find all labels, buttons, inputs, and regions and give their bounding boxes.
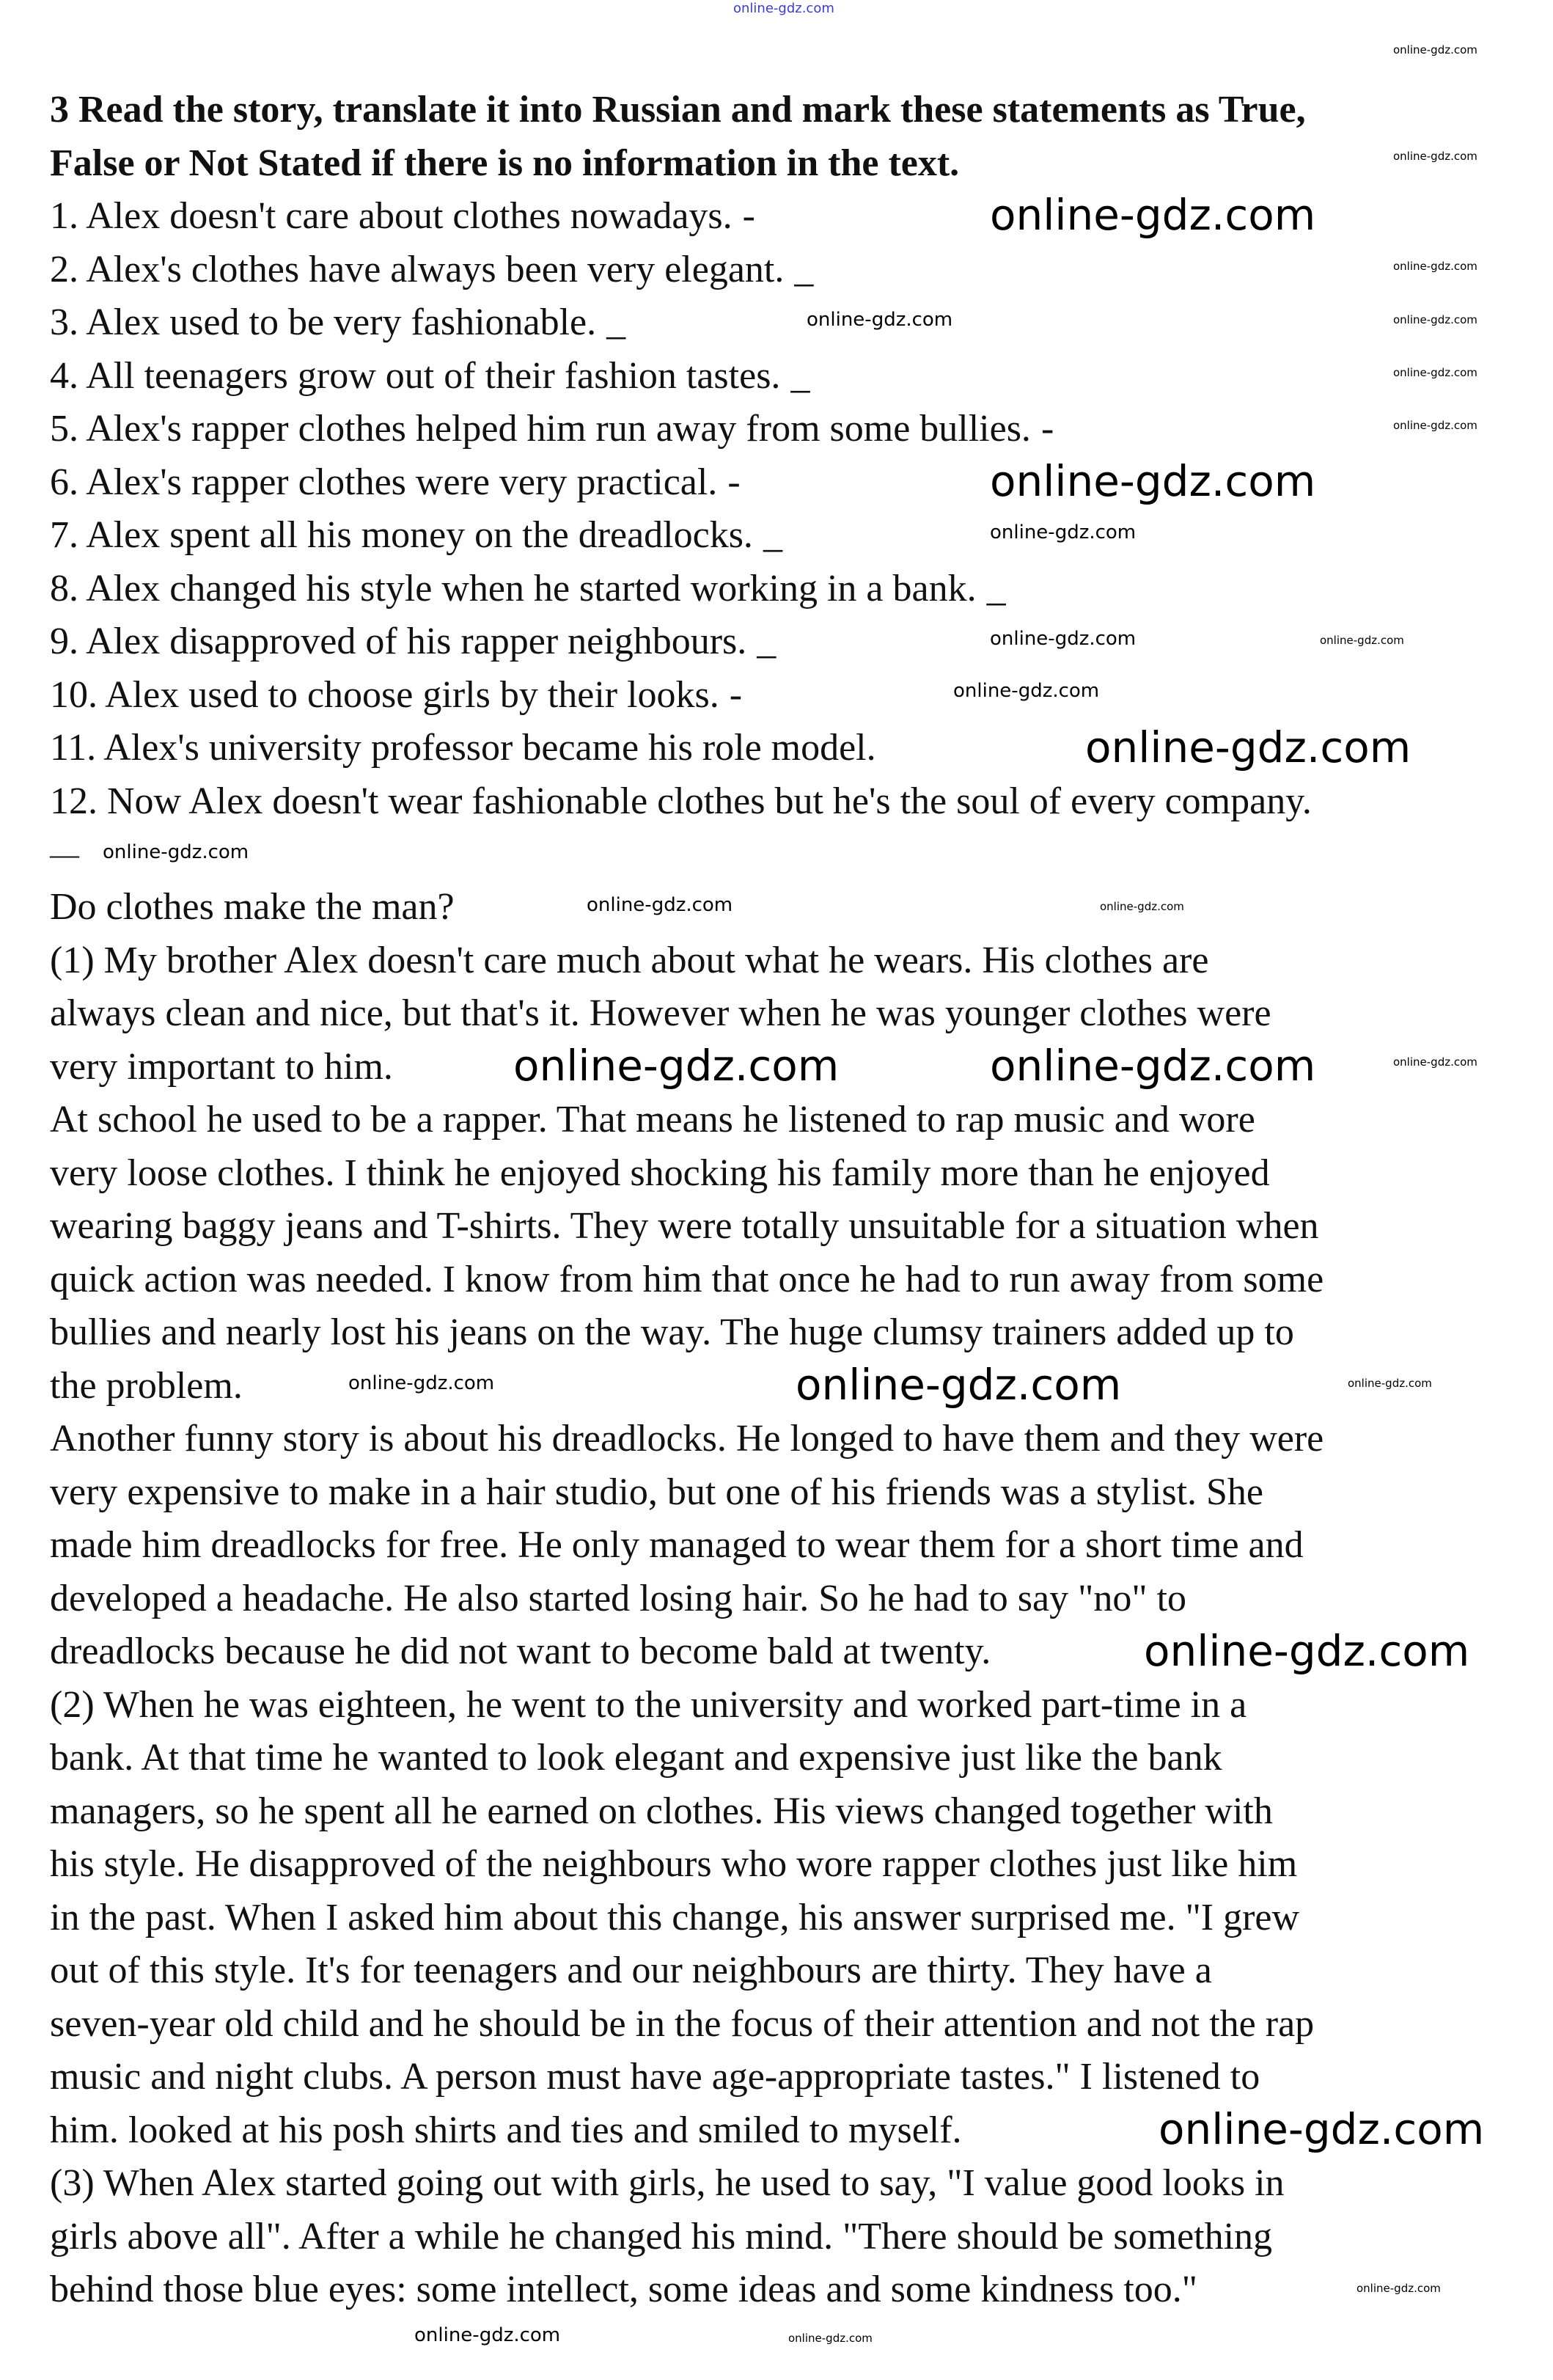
story-line: bullies and nearly lost his jeans on the way. The huge clumsy trainers added up to <box>50 1311 1294 1353</box>
statement-text: 10. Alex used to choose girls by their looks. <box>50 673 719 716</box>
watermark: online-gdz.com <box>1144 1626 1470 1676</box>
task-title-line: 3 Read the story, translate it into Russian and mark these statements as True, <box>50 89 1306 131</box>
story-line: music and night clubs. A person must have age-appropriate tastes." I listened to <box>50 2056 1260 2098</box>
story-line: in the past. When I asked him about this change, his answer surprised me. "I grew <box>50 1896 1300 1938</box>
statement-text: 8. Alex changed his style when he started working in a bank. <box>50 567 977 609</box>
statement-text: 2. Alex's clothes have always been very elegant. <box>50 248 785 290</box>
story-line: wearing baggy jeans and T-shirts. They were totally unsuitable for a situation when <box>50 1205 1319 1247</box>
watermark: online-gdz.com <box>788 2332 873 2345</box>
statement-text: 11. Alex's university professor became his role model. <box>50 727 876 769</box>
answer-mark: _ <box>606 301 626 343</box>
story-line: dreadlocks because he did not want to become bald at twenty. <box>50 1630 991 1672</box>
answer-mark: _ <box>794 248 814 290</box>
watermark: online-gdz.com <box>953 680 1100 702</box>
answer-mark: _ <box>763 514 782 556</box>
answer-mark: — <box>50 838 79 871</box>
watermark: online-gdz.com <box>1393 43 1477 56</box>
answer-mark: - <box>727 461 741 503</box>
watermark: online-gdz.com <box>103 841 249 863</box>
statement-item <box>50 513 782 557</box>
watermark: online-gdz.com <box>1393 366 1477 379</box>
watermark: online-gdz.com <box>990 628 1137 650</box>
watermark: online-gdz.com <box>587 894 733 916</box>
story-line: very expensive to make in a hair studio, but one of his friends was a stylist. She <box>50 1471 1264 1513</box>
statement-text: 6. Alex's rapper clothes were very practical. <box>50 461 718 503</box>
story-line: Another funny story is about his dreadlocks. He longed to have them and they were <box>50 1418 1324 1460</box>
statement-item <box>50 780 1322 824</box>
watermark: online-gdz.com <box>733 1 834 16</box>
answer-mark: _ <box>757 620 776 662</box>
watermark: online-gdz.com <box>990 1041 1316 1091</box>
watermark: online-gdz.com <box>990 190 1316 240</box>
story-line: always clean and nice, but that's it. However when he was younger clothes were <box>50 992 1271 1034</box>
story-line: quick action was needed. I know from him that once he had to run away from some <box>50 1258 1324 1300</box>
statement-item <box>50 354 809 398</box>
statement-text: 7. Alex spent all his money on the dreadlocks. <box>50 514 753 556</box>
watermark: online-gdz.com <box>1393 313 1477 326</box>
statement-item <box>50 673 742 717</box>
story-title: Do clothes make the man? <box>50 886 455 928</box>
watermark: online-gdz.com <box>1356 2282 1441 2295</box>
statement-item <box>50 194 755 238</box>
watermark: online-gdz.com <box>1393 150 1477 163</box>
story-line: girls above all". After a while he changed his mind. "There should be something <box>50 2215 1273 2258</box>
statement-item <box>50 301 625 345</box>
watermark: online-gdz.com <box>1393 1055 1477 1069</box>
answer-mark: - <box>742 195 755 237</box>
watermark: online-gdz.com <box>1159 2104 1485 2154</box>
story-line: At school he used to be a rapper. That means he listened to rap music and wore <box>50 1099 1255 1140</box>
story-line: managers, so he spent all he earned on clothes. His views changed together with <box>50 1790 1273 1832</box>
story-line: bank. At that time he wanted to look elegant and expensive just like the bank <box>50 1737 1222 1779</box>
statement-text: 5. Alex's rapper clothes helped him run away from some bullies. <box>50 408 1031 450</box>
statement-item <box>50 407 1054 451</box>
statement-text: 12. Now Alex doesn't wear fashionable clothes but he's the soul of every company. <box>50 780 1312 822</box>
statement-text: 4. All teenagers grow out of their fashion tastes. <box>50 354 781 397</box>
statement-item <box>50 620 776 664</box>
statement-item <box>50 248 813 292</box>
watermark: online-gdz.com <box>348 1372 495 1394</box>
answer-mark: _ <box>986 567 1006 609</box>
statement-text: 9. Alex disapproved of his rapper neighbours. <box>50 620 747 662</box>
story-line: made him dreadlocks for free. He only managed to wear them for a short time and <box>50 1524 1304 1566</box>
watermark: online-gdz.com <box>807 309 953 331</box>
watermark: online-gdz.com <box>990 456 1316 506</box>
story-line: developed a headache. He also started losing hair. So he had to say "no" to <box>50 1577 1187 1619</box>
watermark: online-gdz.com <box>1085 722 1411 772</box>
answer-mark: _ <box>790 354 810 397</box>
story-line: out of this style. It's for teenagers and our neighbours are thirty. They have a <box>50 1949 1212 1991</box>
story-line: him. looked at his posh shirts and ties and smiled to myself. <box>50 2109 962 2151</box>
watermark: online-gdz.com <box>1100 900 1184 913</box>
watermark: online-gdz.com <box>990 521 1137 543</box>
watermark: online-gdz.com <box>1348 1377 1432 1390</box>
watermark: online-gdz.com <box>513 1041 840 1091</box>
statement-item <box>50 567 1006 611</box>
statement-item <box>50 726 886 770</box>
statement-text: 3. Alex used to be very fashionable. <box>50 301 597 343</box>
watermark: online-gdz.com <box>1393 419 1477 432</box>
watermark: online-gdz.com <box>414 2324 561 2346</box>
task-title-line: False or Not Stated if there is no information in the text. <box>50 142 960 184</box>
story-line: seven-year old child and he should be in the focus of their attention and not the rap <box>50 2002 1315 2045</box>
story-line: very important to him. <box>50 1045 393 1088</box>
story-line: his style. He disapproved of the neighbours who wore rapper clothes just like him <box>50 1843 1298 1885</box>
story-line: behind those blue eyes: some intellect, some ideas and some kindness too." <box>50 2269 1198 2310</box>
story-line: the problem. <box>50 1364 243 1407</box>
story-line: very loose clothes. I think he enjoyed shocking his family more than he enjoyed <box>50 1151 1270 1194</box>
story-line: (1) My brother Alex doesn't care much about what he wears. His clothes are <box>50 939 1209 981</box>
story-line: (3) When Alex started going out with girls, he used to say, "I value good looks in <box>50 2162 1285 2204</box>
answer-mark: - <box>729 673 743 716</box>
watermark: online-gdz.com <box>796 1360 1122 1410</box>
watermark: online-gdz.com <box>1320 634 1404 647</box>
answer-mark: - <box>1040 408 1054 450</box>
watermark: online-gdz.com <box>1393 260 1477 273</box>
statement-text: 1. Alex doesn't care about clothes nowadays. <box>50 195 733 237</box>
statement-item <box>50 461 741 505</box>
story-line: (2) When he was eighteen, he went to the university and worked part-time in a <box>50 1683 1247 1726</box>
